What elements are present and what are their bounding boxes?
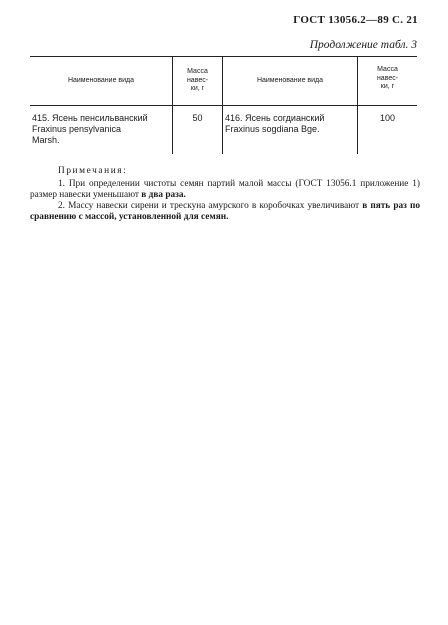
note-2-text: 2. Массу навески сирени и трескуна амурского в коробочках увеличивают xyxy=(58,201,363,211)
standard-reference: ГОСТ 13056.2—89 С. 21 xyxy=(293,14,418,26)
note-1-text: 1. При определении чистоты семян партий малой массы (ГОСТ 13056.1 приложение 1) размер навески уменьшают xyxy=(30,179,420,200)
column-header-mass-2-text: Масса навес- ки, г xyxy=(376,66,399,90)
note-1 xyxy=(30,179,420,201)
species-name-415: 415. Ясень пенсильванский Fraxinus pensylvanica Marsh. xyxy=(32,113,148,145)
table-header-row xyxy=(30,57,417,106)
note-1-emphasis: в два раза. xyxy=(141,190,186,200)
notes-title: Примечания: xyxy=(58,166,128,176)
column-header-name-1: Наименование вида xyxy=(67,76,135,84)
column-header-mass-2 xyxy=(357,57,417,105)
mass-value-415: 50 xyxy=(172,106,222,154)
column-header-mass-1-text: Масса навес- ки, г xyxy=(186,68,209,92)
table-continuation-label: Продолжение табл. 3 xyxy=(309,39,417,51)
species-table xyxy=(30,56,417,154)
column-header-mass-1 xyxy=(172,57,222,105)
note-2 xyxy=(30,201,420,223)
species-name-416: 416. Ясень согдианский Fraxinus sogdiana Bge. xyxy=(222,106,357,154)
table-row xyxy=(30,106,417,154)
note-2-emphasis: в пять раз по сравнению с массой, установленной для семян. xyxy=(30,201,420,222)
column-header-name-2: Наименование вида xyxy=(222,57,357,105)
mass-value-416: 100 xyxy=(357,106,417,154)
notes-section xyxy=(30,166,420,223)
